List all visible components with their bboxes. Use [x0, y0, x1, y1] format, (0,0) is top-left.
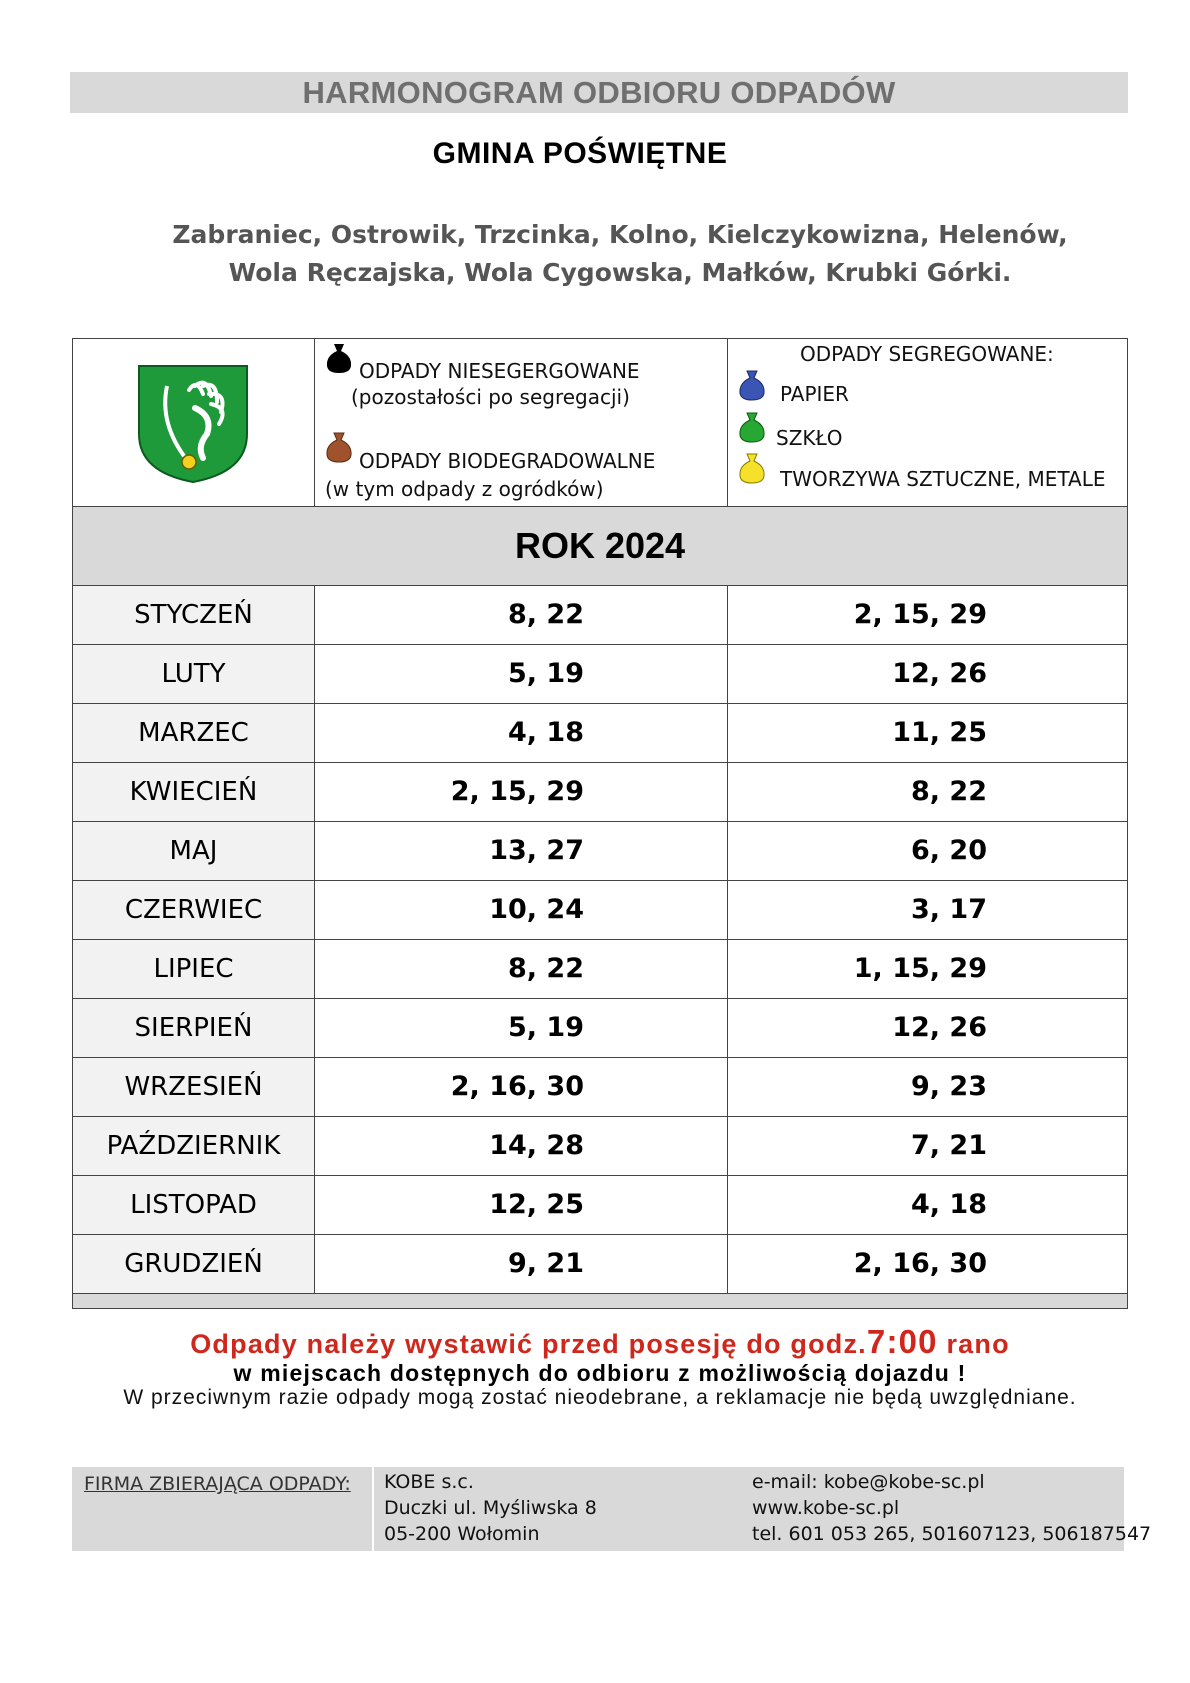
footer-street: Duczki ul. Myśliwska 8	[384, 1497, 597, 1519]
sorted-dates-cell	[728, 645, 1128, 703]
municipality-title: GMINA POŚWIĘTNE	[432, 137, 728, 170]
month-name: LUTY	[73, 645, 315, 703]
mixed-dates: 5, 19	[507, 1012, 584, 1043]
mixed-dates-cell	[315, 645, 728, 703]
footer-label-cell	[72, 1467, 372, 1551]
blue-bag-icon	[738, 369, 766, 401]
table-row	[73, 763, 1127, 822]
month-name: KWIECIEŃ	[73, 763, 315, 821]
legend-sorted-title: ODPADY SEGREGOWANE:	[800, 342, 1054, 366]
sorted-dates-cell	[728, 1058, 1128, 1116]
sorted-dates-cell	[728, 1117, 1128, 1175]
mixed-dates-cell	[315, 881, 728, 939]
sorted-dates: 12, 26	[892, 1012, 987, 1043]
month-name: LIPIEC	[73, 940, 315, 998]
table-row	[73, 645, 1127, 704]
company-footer	[72, 1467, 1152, 1551]
table-row	[73, 881, 1127, 940]
month-name: STYCZEŃ	[73, 586, 315, 644]
sorted-dates: 9, 23	[910, 1071, 987, 1102]
table-row	[73, 999, 1127, 1058]
month-name: PAŹDZIERNIK	[73, 1117, 315, 1175]
legend-paper: PAPIER	[780, 382, 849, 406]
footer-www[interactable]: www.kobe-sc.pl	[752, 1497, 900, 1519]
month-name: GRUDZIEŃ	[73, 1235, 315, 1293]
footer-address-cell	[372, 1467, 674, 1551]
sorted-dates-cell	[728, 822, 1128, 880]
mixed-dates-cell	[315, 1058, 728, 1116]
table-row	[73, 822, 1127, 881]
legend-row	[73, 339, 1127, 507]
sorted-dates-cell	[728, 586, 1128, 644]
year-row	[73, 507, 1127, 586]
villages-line-2: Wola Ręczajska, Wola Cygowska, Małków, Krubki Górki.	[228, 258, 1012, 287]
schedule-table	[72, 338, 1128, 1309]
mixed-dates: 9, 21	[507, 1248, 584, 1279]
footer-company: KOBE s.c.	[384, 1471, 474, 1493]
mixed-dates-cell	[315, 586, 728, 644]
coat-of-arms-cell	[73, 339, 315, 506]
month-name: MARZEC	[73, 704, 315, 762]
mixed-dates-cell	[315, 822, 728, 880]
mixed-dates-cell	[315, 1117, 728, 1175]
legend-plastic: TWORZYWA SZTUCZNE, METALE	[780, 467, 1106, 491]
sorted-dates-cell	[728, 704, 1128, 762]
table-footer-strip	[73, 1294, 1127, 1308]
legend-mixed-cell	[315, 339, 728, 506]
month-name: SIERPIEŃ	[73, 999, 315, 1057]
mixed-dates: 8, 22	[507, 953, 584, 984]
sorted-dates: 7, 21	[910, 1130, 987, 1161]
coat-of-arms-icon	[137, 364, 249, 484]
footer-city: 05-200 Wołomin	[384, 1523, 540, 1545]
mixed-dates-cell	[315, 940, 728, 998]
table-row	[73, 586, 1127, 645]
brown-bag-icon	[325, 431, 353, 463]
table-row	[73, 1235, 1127, 1294]
black-bag-icon	[325, 342, 353, 374]
footer-label: FIRMA ZBIERAJĄCA ODPADY:	[84, 1473, 351, 1495]
sorted-dates: 6, 20	[910, 835, 987, 866]
sorted-dates: 12, 26	[892, 658, 987, 689]
mixed-dates: 12, 25	[489, 1189, 584, 1220]
sorted-dates-cell	[728, 1176, 1128, 1234]
notice-text-pre: Odpady należy wystawić przed posesję do godz.	[190, 1329, 867, 1359]
villages-line-1: Zabraniec, Ostrowik, Trzcinka, Kolno, Kielczykowizna, Helenów,	[172, 220, 1068, 249]
table-row	[73, 1058, 1127, 1117]
sorted-dates: 8, 22	[910, 776, 987, 807]
table-row	[73, 1117, 1127, 1176]
notice-text-post: rano	[937, 1329, 1010, 1359]
sorted-dates: 4, 18	[910, 1189, 987, 1220]
mixed-dates: 8, 22	[507, 599, 584, 630]
sorted-dates-cell	[728, 940, 1128, 998]
sorted-dates-cell	[728, 1235, 1128, 1293]
sorted-dates-cell	[728, 999, 1128, 1057]
legend-sorted-cell	[728, 339, 1128, 506]
mixed-dates: 4, 18	[507, 717, 584, 748]
sorted-dates: 2, 16, 30	[853, 1248, 987, 1279]
header-bar	[70, 72, 1128, 113]
month-name: LISTOPAD	[73, 1176, 315, 1234]
mixed-dates-cell	[315, 999, 728, 1057]
legend-bio-sub: (w tym odpady z ogródków)	[325, 477, 604, 501]
month-name: CZERWIEC	[73, 881, 315, 939]
notice-line-2: w miejscach dostępnych do odbioru z możliwością dojazdu !	[233, 1360, 967, 1386]
footer-contact-cell	[672, 1467, 1152, 1551]
legend-glass: SZKŁO	[776, 426, 843, 450]
mixed-dates-cell	[315, 763, 728, 821]
legend-unsorted-sub: (pozostałości po segregacji)	[351, 385, 630, 409]
footer-email[interactable]: e-mail: kobe@kobe-sc.pl	[752, 1471, 985, 1493]
sorted-dates: 11, 25	[892, 717, 987, 748]
sorted-dates-cell	[728, 881, 1128, 939]
sorted-dates: 3, 17	[910, 894, 987, 925]
notice-line-1	[0, 1323, 1190, 1361]
notice-time: 7:00	[866, 1323, 938, 1360]
sorted-dates-cell	[728, 763, 1128, 821]
mixed-dates-cell	[315, 704, 728, 762]
mixed-dates-cell	[315, 1176, 728, 1234]
villages-list	[0, 216, 1190, 292]
footer-tel: tel. 601 053 265, 501607123, 506187547	[752, 1523, 1152, 1545]
table-row	[73, 940, 1127, 999]
sorted-dates: 2, 15, 29	[853, 599, 987, 630]
mixed-dates: 5, 19	[507, 658, 584, 689]
mixed-dates-cell	[315, 1235, 728, 1293]
legend-unsorted-label: ODPADY NIESEGERGOWANE	[359, 359, 640, 383]
month-rows	[73, 586, 1127, 1294]
mixed-dates: 14, 28	[489, 1130, 584, 1161]
legend-bio-label: ODPADY BIODEGRADOWALNE	[359, 449, 656, 473]
mixed-dates: 2, 15, 29	[450, 776, 584, 807]
mixed-dates: 10, 24	[489, 894, 584, 925]
mixed-dates: 13, 27	[489, 835, 584, 866]
sorted-dates: 1, 15, 29	[853, 953, 987, 984]
month-name: MAJ	[73, 822, 315, 880]
yellow-bag-icon	[738, 452, 766, 484]
year-label: ROK 2024	[514, 525, 686, 566]
month-name: WRZESIEŃ	[73, 1058, 315, 1116]
mixed-dates: 2, 16, 30	[450, 1071, 584, 1102]
page-title: HARMONOGRAM ODBIORU ODPADÓW	[302, 75, 896, 110]
table-row	[73, 704, 1127, 763]
table-row	[73, 1176, 1127, 1235]
notice-line-3: W przeciwnym razie odpady mogą zostać nieodebrane, a reklamacje nie będą uwzględniane.	[123, 1386, 1077, 1409]
green-bag-icon	[738, 411, 766, 443]
